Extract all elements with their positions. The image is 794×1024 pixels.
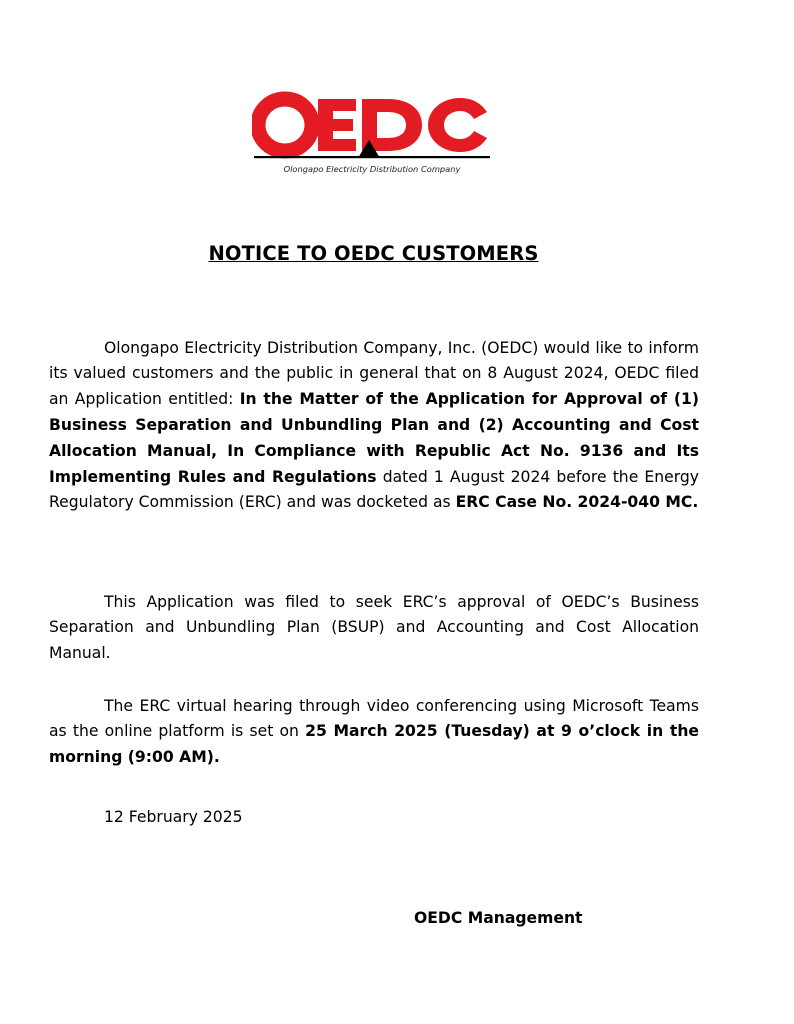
page-title: NOTICE TO OEDC CUSTOMERS bbox=[208, 242, 539, 265]
signature: OEDC Management bbox=[414, 909, 583, 927]
paragraph-application-text-2: dated 1 August 2024 before the Energy Regulatory Commission (ERC) and was docketed as bbox=[49, 467, 699, 512]
application-title: In the Matter of the Application for Approval of (1) Business Separation and Unbundling Plan and (2) Accounting and Cost Allocation Manual, In Compliance with Republic Act No. 9136 and Its Implementing Rules and Regulations bbox=[49, 390, 699, 486]
oedc-logo bbox=[252, 88, 492, 180]
paragraph-purpose bbox=[49, 590, 699, 667]
paragraph-hearing bbox=[49, 694, 699, 771]
oedc-logo-graphic bbox=[252, 88, 492, 166]
hearing-schedule: 25 March 2025 (Tuesday) at 9 o’clock in the morning (9:00 AM). bbox=[49, 722, 699, 767]
paragraph-application-text-1: Olongapo Electricity Distribution Company, Inc. (OEDC) would like to inform its valued customers and the public in general that on 8 August 2024, OEDC filed an Application entitled: bbox=[49, 338, 699, 409]
notice-date: 12 February 2025 bbox=[104, 808, 243, 826]
paragraph-purpose-text: This Application was filed to seek ERC’s approval of OEDC’s Business Separation and Unbundling Plan (BSUP) and Accounting and Cost Allocation Manual. bbox=[49, 592, 699, 663]
erc-case-number: ERC Case No. 2024-040 MC. bbox=[455, 493, 699, 512]
paragraph-hearing-text: The ERC virtual hearing through video conferencing using Microsoft Teams as the online platform is set on bbox=[49, 696, 699, 741]
logo-tagline: Olongapo Electricity Distribution Company bbox=[283, 164, 461, 174]
paragraph-application bbox=[49, 336, 699, 517]
